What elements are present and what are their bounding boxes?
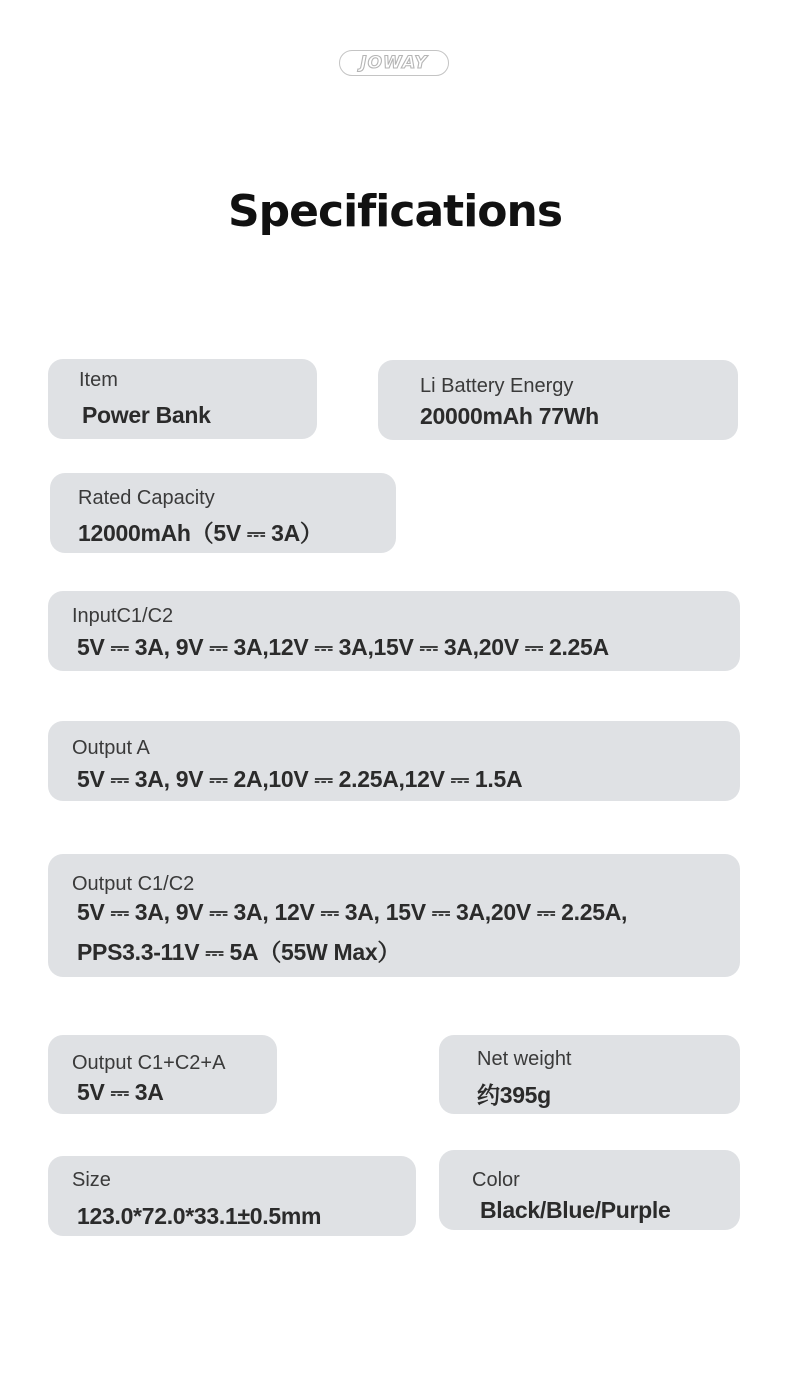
spec-value-color: Black/Blue/Purple (480, 1197, 671, 1223)
spec-label-rated-capacity: Rated Capacity (78, 487, 215, 509)
spec-card-size (48, 1156, 416, 1236)
spec-card-output-combined (48, 1035, 277, 1114)
brand-logo: JOWAY (339, 50, 449, 76)
spec-card-input (48, 591, 740, 671)
spec-value-item: Power Bank (82, 402, 211, 428)
spec-card-net-weight (439, 1035, 740, 1114)
page-title: Specifications (227, 186, 563, 237)
spec-card-rated-capacity (50, 473, 396, 553)
spec-value-rated-capacity: 12000mAh（5V ⎓ 3A） (78, 520, 323, 546)
spec-label-item: Item (79, 369, 118, 391)
spec-value-size: 123.0*72.0*33.1±0.5mm (77, 1203, 322, 1229)
spec-label-output-combined: Output C1+C2+A (72, 1052, 226, 1074)
spec-card-output-c1c2 (48, 854, 740, 977)
spec-card-battery-energy (378, 360, 738, 440)
spec-label-net-weight: Net weight (477, 1048, 572, 1070)
spec-value-output-combined: 5V ⎓ 3A (77, 1079, 164, 1105)
spec-value-input: 5V ⎓ 3A, 9V ⎓ 3A,12V ⎓ 3A,15V ⎓ 3A,20V ⎓ 2.25A (77, 634, 609, 660)
spec-label-output-a: Output A (72, 737, 150, 759)
spec-value-battery-energy: 20000mAh 77Wh (420, 403, 599, 429)
spec-value-output-a: 5V ⎓ 3A, 9V ⎓ 2A,10V ⎓ 2.25A,12V ⎓ 1.5A (77, 766, 523, 792)
spec-card-color (439, 1150, 740, 1230)
spec-value-output-c1c2-line1: 5V ⎓ 3A, 9V ⎓ 3A, 12V ⎓ 3A, 15V ⎓ 3A,20V ⎓ 2.25A, (77, 899, 628, 925)
spec-label-output-c1c2: Output C1/C2 (72, 873, 195, 895)
spec-value-output-c1c2-line2: PPS3.3-11V ⎓ 5A（55W Max） (77, 939, 401, 965)
spec-value-net-weight: 约395g (477, 1082, 551, 1108)
spec-label-input: InputC1/C2 (72, 605, 174, 627)
spec-label-color: Color (472, 1169, 520, 1191)
spec-label-battery-energy: Li Battery Energy (420, 375, 574, 397)
spec-card-output-a (48, 721, 740, 801)
spec-card-item (48, 359, 317, 439)
spec-label-size: Size (72, 1169, 111, 1191)
